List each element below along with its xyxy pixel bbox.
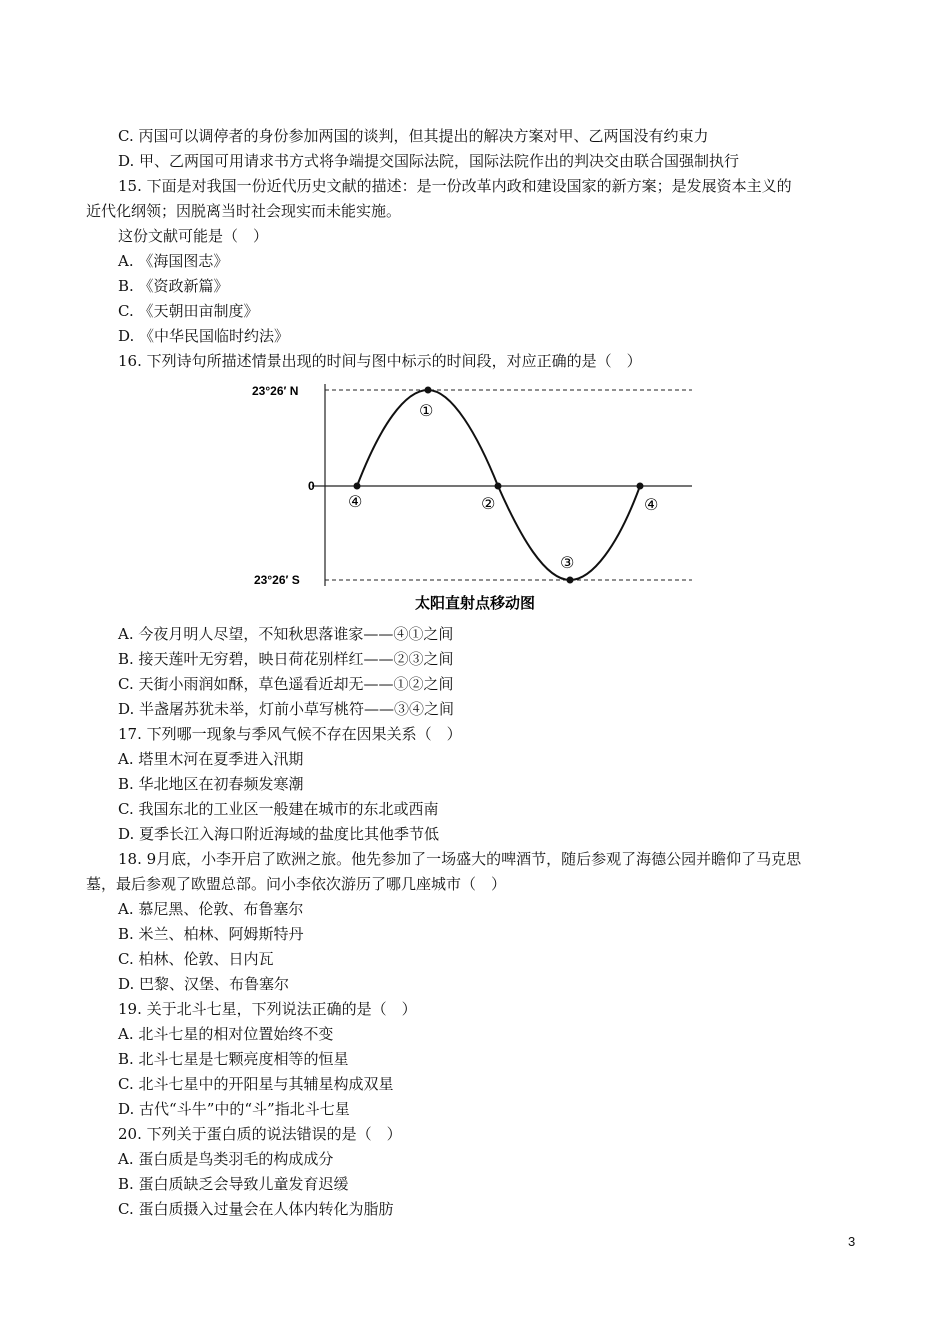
point-3 xyxy=(567,577,574,584)
option-c-q20: C. 蛋白质摄入过量会在人体内转化为脂肪 xyxy=(118,1200,394,1218)
option-d-q14: D. 甲、乙两国可用请求书方式将争端提交国际法院，国际法院作出的判决交由联合国强制执行 xyxy=(118,152,740,170)
option-d-q15: D. 《中华民国临时约法》 xyxy=(118,327,290,345)
option-c-q15: C. 《天朝田亩制度》 xyxy=(118,302,259,320)
option-d-q16: D. 半盏屠苏犹未举，灯前小草写桃符——③④之间 xyxy=(118,700,455,718)
option-d-q19: D. 古代“斗牛”中的“斗”指北斗七星 xyxy=(118,1100,350,1118)
option-a-q17: A. 塔里木河在夏季进入汛期 xyxy=(118,750,304,768)
marker-3: ③ xyxy=(560,553,575,572)
question-17-stem: 17. 下列哪一现象与季风气候不存在因果关系（ ） xyxy=(118,725,462,743)
question-19-stem: 19. 关于北斗七星，下列说法正确的是（ ） xyxy=(118,1000,417,1018)
option-b-q18: B. 米兰、柏林、阿姆斯特丹 xyxy=(118,925,304,943)
option-b-q19: B. 北斗七星是七颗亮度相等的恒星 xyxy=(118,1050,349,1068)
option-d-q17: D. 夏季长江入海口附近海域的盐度比其他季节低 xyxy=(118,825,440,843)
question-18-stem: 18. 9月底，小李开启了欧洲之旅。他先参加了一场盛大的啤酒节，随后参观了海德公园并瞻仰了马克思 xyxy=(118,850,802,868)
question-15-stem: 15. 下面是对我国一份近代历史文献的描述：是一份改革内政和建设国家的新方案；是发展资本主义的 xyxy=(118,177,792,195)
question-18-stem-cont: 墓，最后参观了欧盟总部。问小李依次游历了哪几座城市（ ） xyxy=(86,875,507,893)
marker-4-right: ④ xyxy=(644,495,659,514)
option-b-q16: B. 接天莲叶无穷碧，映日荷花别样红——②③之间 xyxy=(118,650,454,668)
option-c-q19: C. 北斗七星中的开阳星与其辅星构成双星 xyxy=(118,1075,394,1093)
point-4-left xyxy=(354,483,361,490)
option-c-q14: C. 丙国可以调停者的身份参加两国的谈判，但其提出的解决方案对甲、乙两国没有约束力 xyxy=(118,127,709,145)
y-label-north: 23°26′ N xyxy=(252,384,299,398)
option-c-q16: C. 天街小雨润如酥，草色遥看近却无——①②之间 xyxy=(118,675,454,693)
question-15-prompt: 这份文献可能是（ ） xyxy=(118,227,269,245)
question-15-stem-cont: 近代化纲领；因脱离当时社会现实而未能实施。 xyxy=(86,202,402,220)
sun-direct-point-diagram xyxy=(240,376,710,620)
option-c-q17: C. 我国东北的工业区一般建在城市的东北或西南 xyxy=(118,800,439,818)
page-number: 3 xyxy=(848,1234,856,1249)
diagram-caption: 太阳直射点移动图 xyxy=(414,594,536,612)
option-a-q15: A. 《海国图志》 xyxy=(118,252,229,270)
marker-1: ① xyxy=(419,401,434,420)
marker-4-left: ④ xyxy=(348,492,363,511)
y-label-zero: 0 xyxy=(308,479,315,493)
point-4-right xyxy=(637,483,644,490)
point-2 xyxy=(495,483,502,490)
option-c-q18: C. 柏林、伦敦、日内瓦 xyxy=(118,950,274,968)
option-a-q16: A. 今夜月明人尽望，不知秋思落谁家——④①之间 xyxy=(118,625,454,643)
y-label-south: 23°26′ S xyxy=(254,573,300,587)
option-a-q19: A. 北斗七星的相对位置始终不变 xyxy=(118,1025,334,1043)
option-b-q17: B. 华北地区在初春频发寒潮 xyxy=(118,775,304,793)
option-a-q18: A. 慕尼黑、伦敦、布鲁塞尔 xyxy=(118,900,304,918)
option-d-q18: D. 巴黎、汉堡、布鲁塞尔 xyxy=(118,975,290,993)
marker-2: ② xyxy=(481,494,496,513)
question-20-stem: 20. 下列关于蛋白质的说法错误的是（ ） xyxy=(118,1125,402,1143)
option-b-q20: B. 蛋白质缺乏会导致儿童发育迟缓 xyxy=(118,1175,349,1193)
point-1 xyxy=(425,387,432,394)
option-b-q15: B. 《资政新篇》 xyxy=(118,277,229,295)
option-a-q20: A. 蛋白质是鸟类羽毛的构成成分 xyxy=(118,1150,334,1168)
question-16-stem: 16. 下列诗句所描述情景出现的时间与图中标示的时间段，对应正确的是（ ） xyxy=(118,352,642,370)
